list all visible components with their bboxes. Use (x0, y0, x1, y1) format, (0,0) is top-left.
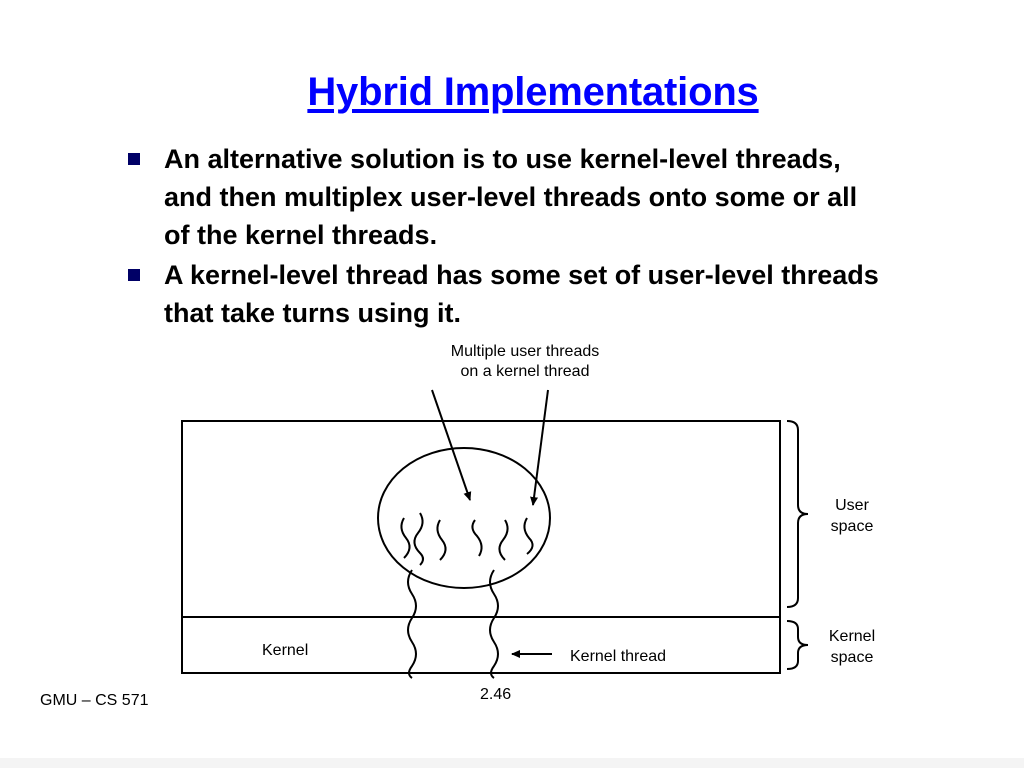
callout-top-label-line2: on a kernel thread (460, 363, 590, 380)
kernel-thread-squiggle (408, 570, 416, 678)
user-threads (401, 513, 532, 565)
user-space-label-line1: User (835, 497, 869, 514)
kernel-thread-label: Kernel thread (570, 648, 667, 665)
callout-arrow-left (432, 390, 470, 500)
bullet-text: A kernel-level thread has some set of user-level threads that take turns using it. (164, 260, 879, 328)
page-number: 2.46 (480, 686, 512, 703)
user-space-brace (787, 421, 808, 607)
kernel-space-label-line1: Kernel (828, 628, 876, 645)
kernel-thread-squiggle (490, 570, 498, 678)
user-space-label-line2: space (830, 518, 874, 535)
user-thread-squiggle (401, 518, 409, 558)
user-thread-squiggle (414, 513, 423, 565)
callout-top-label-line1: Multiple user threads (450, 343, 600, 360)
kernel-space-label-line2: space (830, 649, 874, 666)
footer-course: GMU – CS 571 (40, 692, 149, 709)
slide-title: Hybrid Implementations (307, 70, 759, 114)
user-thread-squiggle (499, 520, 507, 560)
user-thread-squiggle (472, 520, 481, 556)
kernel-space-brace (787, 621, 808, 669)
user-thread-squiggle (524, 518, 532, 554)
bottom-bar (0, 758, 1024, 768)
user-thread-squiggle (437, 520, 445, 560)
bullet-text: An alternative solution is to use kernel-level threads, and then multiplex user-level threads onto some or all of the kernel threads. (164, 144, 858, 250)
kernel-label: Kernel (262, 642, 309, 659)
